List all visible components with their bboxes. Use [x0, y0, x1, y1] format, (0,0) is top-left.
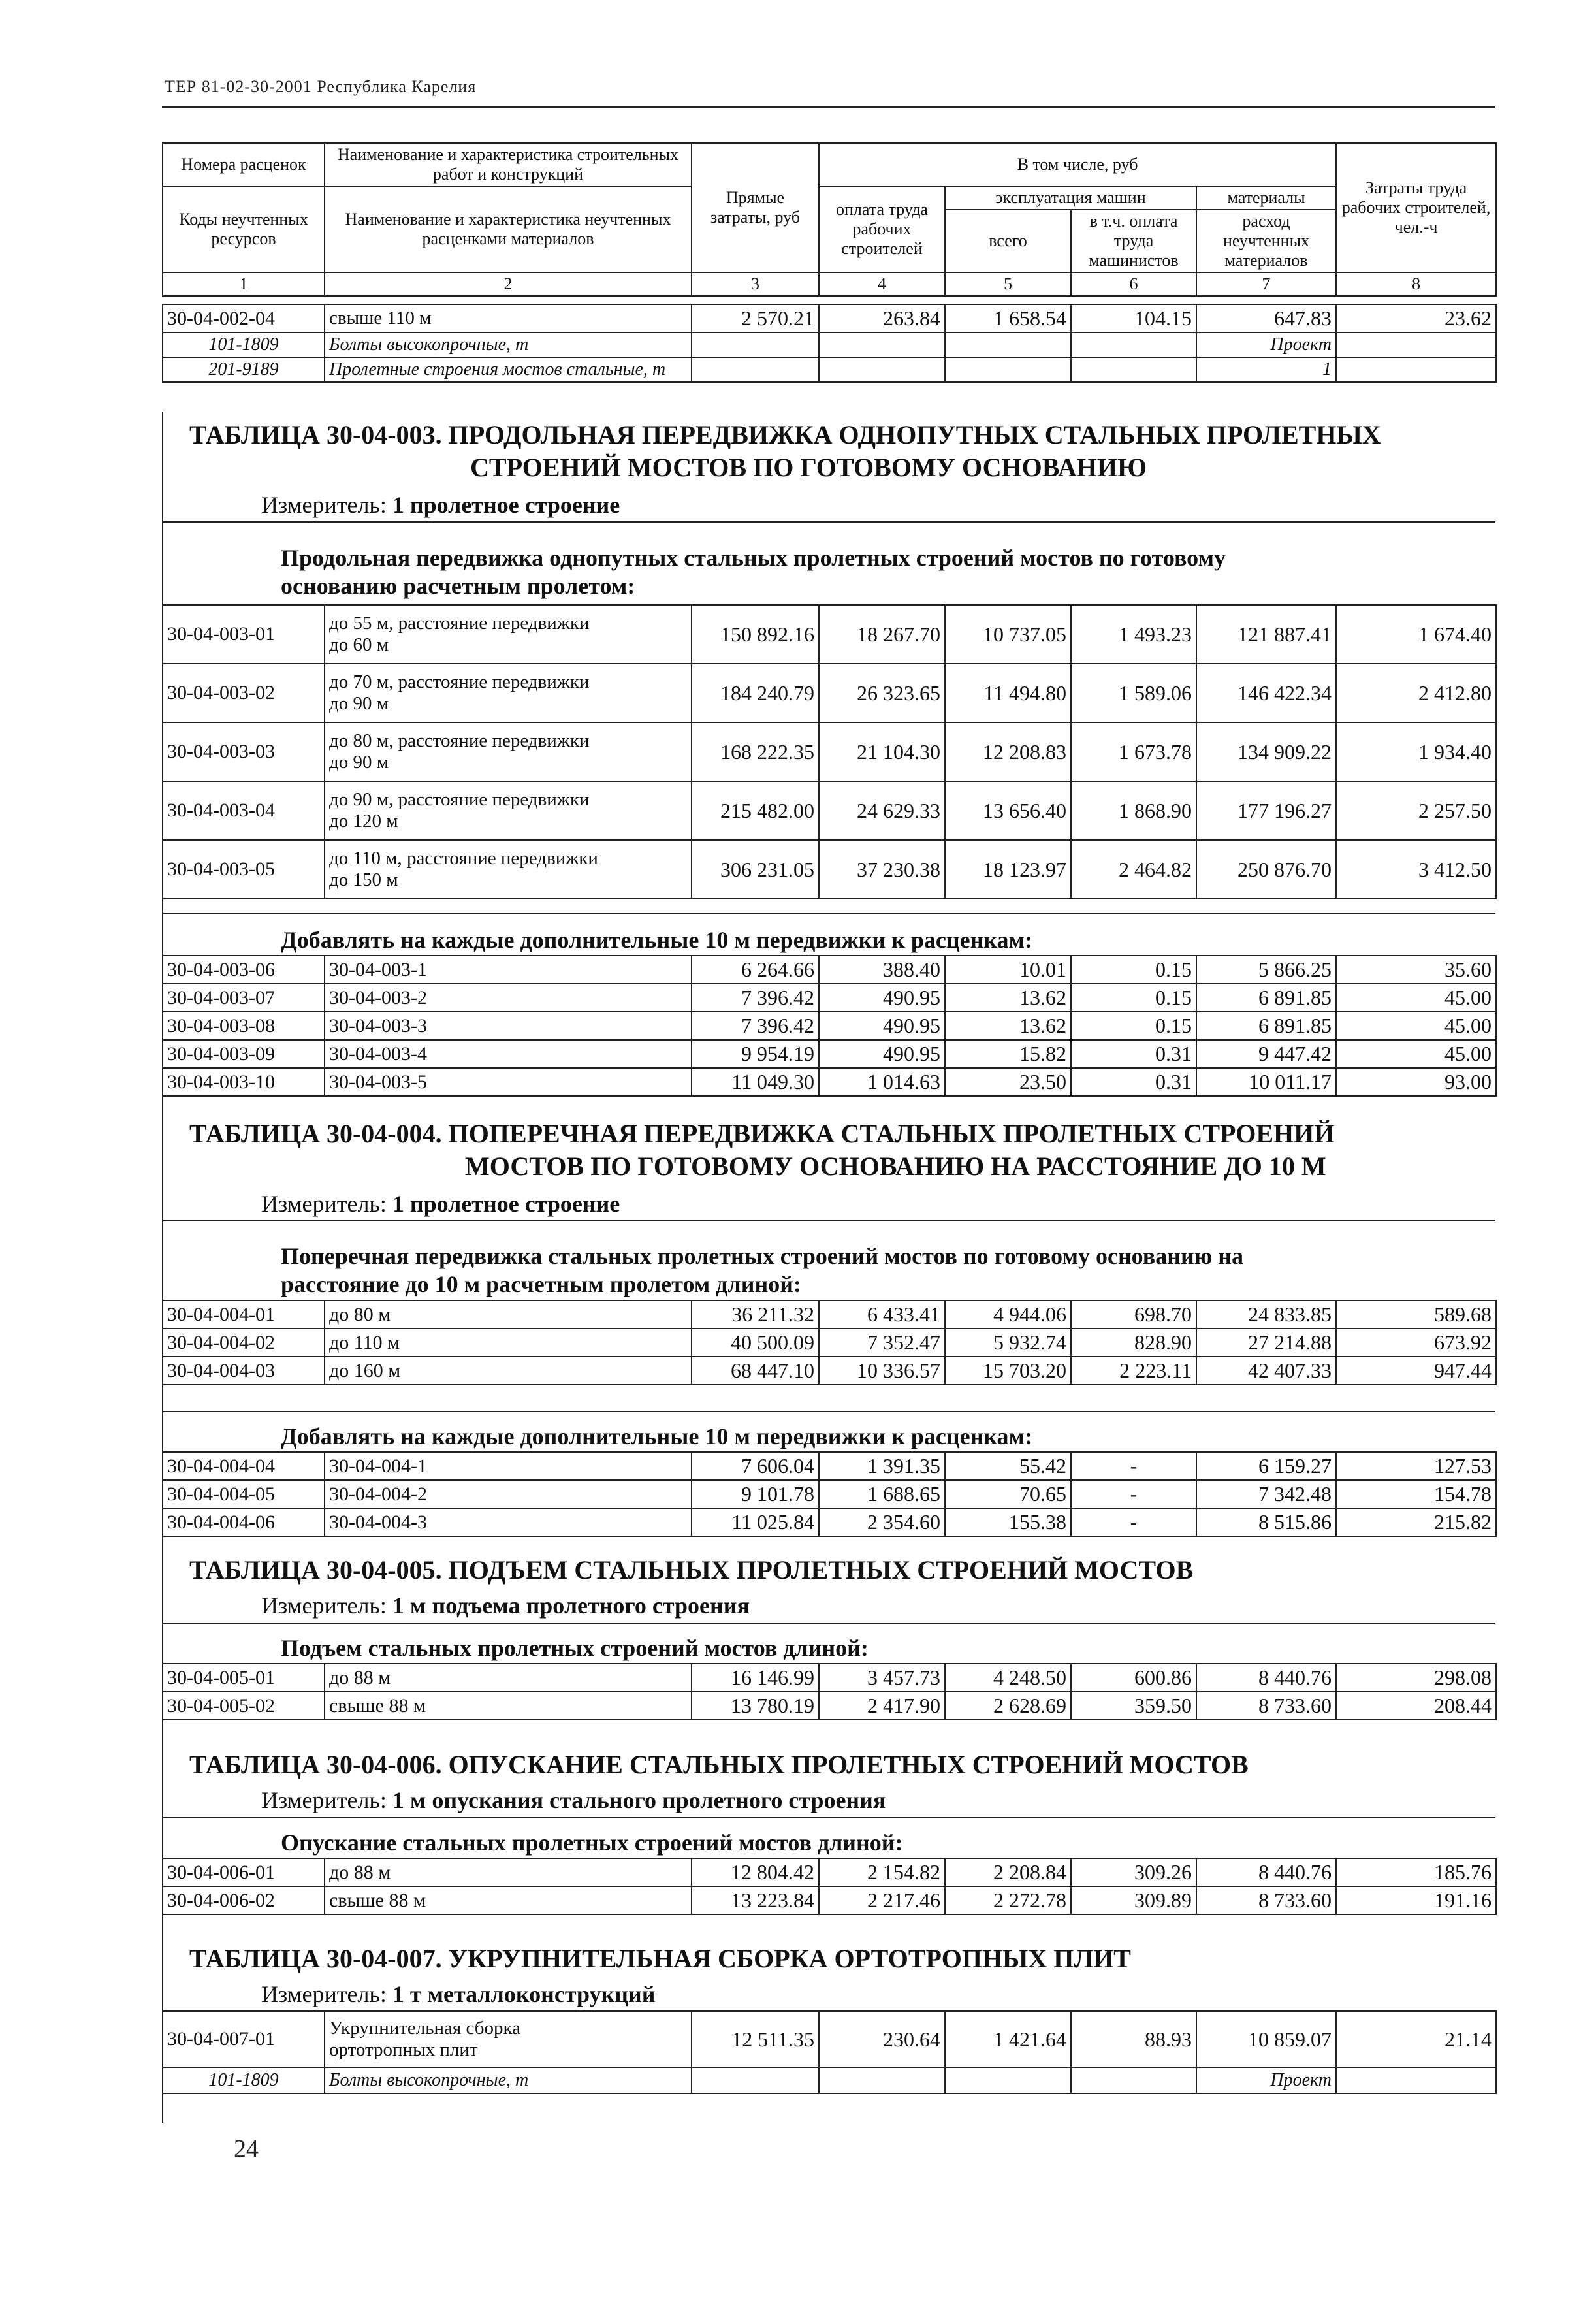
header-codes-top: Номера расценок: [163, 143, 325, 186]
header-names-top: Наименование и характеристика строительных работ и конструкций: [325, 143, 692, 186]
value-cell: 10 011.17: [1196, 1068, 1336, 1096]
table-006-title: ТАБЛИЦА 30-04-006. ОПУСКАНИЕ СТАЛЬНЫХ ПРОЛЕТНЫХ СТРОЕНИЙ МОСТОВ: [189, 1750, 1249, 1779]
table-003-subhead-line2: основанию расчетным пролетом:: [281, 573, 635, 599]
header-names-bottom: Наименование и характеристика неучтенных расценками материалов: [325, 186, 692, 272]
table-row: [163, 605, 1496, 664]
value-cell: 5 866.25: [1196, 956, 1336, 984]
value-cell: 134 909.22: [1196, 722, 1336, 781]
value-cell: 127.53: [1336, 1452, 1496, 1480]
table-row: [163, 1692, 1496, 1720]
rate-name: до 110 м: [325, 1329, 692, 1357]
rate-name: до 80 м: [325, 1300, 692, 1329]
value-cell: 8 440.76: [1196, 1664, 1336, 1692]
table-004-title-line1: ТАБЛИЦА 30-04-004. ПОПЕРЕЧНАЯ ПЕРЕДВИЖКА СТАЛЬНЫХ ПРОЛЕТНЫХ СТРОЕНИЙ: [189, 1119, 1335, 1148]
resource-value: Проект: [1196, 332, 1336, 357]
value-cell: 1 868.90: [1071, 781, 1196, 840]
meter-value: 1 пролетное строение: [392, 1191, 620, 1217]
resource-name: Болты высокопрочные, т: [325, 2067, 692, 2093]
table-005-subhead: Подъем стальных пролетных строений мостов длиной:: [281, 1635, 869, 1661]
value-cell: 5 932.74: [945, 1329, 1071, 1357]
value-cell: 10 859.07: [1196, 2011, 1336, 2067]
resource-code: 101-1809: [163, 332, 325, 357]
table-row: [163, 1508, 1496, 1536]
value-cell: -: [1071, 1452, 1196, 1480]
value-cell: 1 674.40: [1336, 605, 1496, 664]
rate-name: до 88 м: [325, 1858, 692, 1886]
header-labor-cost: Затраты труда рабочих строителей, чел.-ч: [1336, 143, 1496, 272]
table-007: [162, 2010, 1497, 2094]
value-cell: 3 412.50: [1336, 840, 1496, 899]
value-cell: 155.38: [945, 1508, 1071, 1536]
value-cell: 177 196.27: [1196, 781, 1336, 840]
page-number: 24: [234, 2135, 259, 2163]
rate-name: 30-04-004-2: [325, 1480, 692, 1508]
value-cell: 8 733.60: [1196, 1692, 1336, 1720]
value-cell: 185.76: [1336, 1858, 1496, 1886]
value-cell: 104.15: [1071, 304, 1196, 332]
rule: [162, 1411, 1495, 1412]
value-cell: 11 049.30: [692, 1068, 819, 1096]
value-cell: 2 464.82: [1071, 840, 1196, 899]
rate-code: 30-04-003-02: [163, 664, 325, 722]
table-003-meter: [261, 491, 620, 519]
rate-code: 30-04-003-05: [163, 840, 325, 899]
value-cell: 1 658.54: [945, 304, 1071, 332]
table-005-title: ТАБЛИЦА 30-04-005. ПОДЪЕМ СТАЛЬНЫХ ПРОЛЕТНЫХ СТРОЕНИЙ МОСТОВ: [189, 1555, 1194, 1585]
rate-name: до 90 м, расстояние передвижки до 120 м: [325, 781, 692, 840]
resource-name: Пролетные строения мостов стальные, т: [325, 357, 692, 382]
value-cell: 154.78: [1336, 1480, 1496, 1508]
table-row: [163, 1329, 1496, 1357]
column-number: 8: [1336, 272, 1496, 296]
rate-name: Укрупнительная сборка ортотропных плит: [325, 2011, 692, 2067]
value-cell: 4 944.06: [945, 1300, 1071, 1329]
value-cell: -: [1071, 1508, 1196, 1536]
value-cell: 309.26: [1071, 1858, 1196, 1886]
value-cell: 2 217.46: [819, 1886, 945, 1914]
value-cell: 23.62: [1336, 304, 1496, 332]
value-cell: 55.42: [945, 1452, 1071, 1480]
value-cell: 1 934.40: [1336, 722, 1496, 781]
meter-label: Измеритель:: [261, 1981, 387, 2007]
value-cell: 7 352.47: [819, 1329, 945, 1357]
value-cell: 13 656.40: [945, 781, 1071, 840]
rate-code: 30-04-004-06: [163, 1508, 325, 1536]
table-004-subhead-line2: расстояние до 10 м расчетным пролетом длиной:: [281, 1271, 801, 1297]
value-cell: 8 515.86: [1196, 1508, 1336, 1536]
value-cell: 490.95: [819, 1040, 945, 1068]
value-cell: 8 733.60: [1196, 1886, 1336, 1914]
value-cell: 45.00: [1336, 1012, 1496, 1040]
value-cell: 3 457.73: [819, 1664, 945, 1692]
value-cell: 70.65: [945, 1480, 1071, 1508]
value-cell: 13.62: [945, 984, 1071, 1012]
column-number: 6: [1071, 272, 1196, 296]
value-cell: 36 211.32: [692, 1300, 819, 1329]
value-cell: 2 570.21: [692, 304, 819, 332]
table-003-subhead-line1: Продольная передвижка однопутных стальных пролетных строений мостов по готовому: [281, 545, 1226, 571]
value-cell: 7 342.48: [1196, 1480, 1336, 1508]
value-cell: 1 589.06: [1071, 664, 1196, 722]
value-cell: 306 231.05: [692, 840, 819, 899]
rate-name: свыше 88 м: [325, 1692, 692, 1720]
table-row: [163, 1357, 1496, 1385]
value-cell: 93.00: [1336, 1068, 1496, 1096]
value-cell: 21 104.30: [819, 722, 945, 781]
value-cell: 0.15: [1071, 956, 1196, 984]
resource-value: Проект: [1196, 2067, 1336, 2093]
rate-name: 30-04-003-5: [325, 1068, 692, 1096]
value-cell: 45.00: [1336, 1040, 1496, 1068]
value-cell: 2 208.84: [945, 1858, 1071, 1886]
value-cell: 15 703.20: [945, 1357, 1071, 1385]
table-007-meter: [261, 1980, 656, 2008]
value-cell: 2 628.69: [945, 1692, 1071, 1720]
value-cell: 21.14: [1336, 2011, 1496, 2067]
value-cell: 298.08: [1336, 1664, 1496, 1692]
value-cell: 215.82: [1336, 1508, 1496, 1536]
value-cell: 18 267.70: [819, 605, 945, 664]
value-cell: 250 876.70: [1196, 840, 1336, 899]
table-004-subhead-line1: Поперечная передвижка стальных пролетных строений мостов по готовому основанию на: [281, 1243, 1243, 1269]
value-cell: 1 688.65: [819, 1480, 945, 1508]
value-cell: 6 159.27: [1196, 1452, 1336, 1480]
table-row: [163, 1452, 1496, 1480]
resource-row: [163, 357, 1496, 382]
header-materials-sub: расход неучтенных материалов: [1196, 210, 1336, 272]
value-cell: 16 146.99: [692, 1664, 819, 1692]
value-cell: 184 240.79: [692, 664, 819, 722]
rate-name: до 80 м, расстояние передвижки до 90 м: [325, 722, 692, 781]
table-row: [163, 1040, 1496, 1068]
value-cell: 490.95: [819, 984, 945, 1012]
table-006-subhead: Опускание стальных пролетных строений мостов длиной:: [281, 1830, 903, 1856]
value-cell: 647.83: [1196, 304, 1336, 332]
rule: [162, 1220, 1495, 1221]
rate-code: 30-04-003-01: [163, 605, 325, 664]
value-cell: 8 440.76: [1196, 1858, 1336, 1886]
value-cell: 150 892.16: [692, 605, 819, 664]
value-cell: 12 208.83: [945, 722, 1071, 781]
table-006: [162, 1858, 1497, 1915]
value-cell: 263.84: [819, 304, 945, 332]
rate-name: 30-04-003-4: [325, 1040, 692, 1068]
table-004-main: [162, 1300, 1497, 1385]
rule: [162, 1623, 1495, 1624]
value-cell: 309.89: [1071, 1886, 1196, 1914]
table-row: [163, 1068, 1496, 1096]
top-rate-table: [162, 304, 1497, 383]
rate-code: 30-04-006-01: [163, 1858, 325, 1886]
column-number: 2: [325, 272, 692, 296]
value-cell: 2 154.82: [819, 1858, 945, 1886]
value-cell: 2 223.11: [1071, 1357, 1196, 1385]
resource-row: [163, 2067, 1496, 2093]
value-cell: 121 887.41: [1196, 605, 1336, 664]
value-cell: 0.31: [1071, 1068, 1196, 1096]
table-row: [163, 2011, 1496, 2067]
value-cell: 11 025.84: [692, 1508, 819, 1536]
table-003-add: [162, 955, 1497, 1097]
value-cell: 230.64: [819, 2011, 945, 2067]
value-cell: 24 629.33: [819, 781, 945, 840]
value-cell: 7 396.42: [692, 1012, 819, 1040]
value-cell: 490.95: [819, 1012, 945, 1040]
header-machines-all: всего: [945, 210, 1071, 272]
value-cell: 359.50: [1071, 1692, 1196, 1720]
meter-label: Измеритель:: [261, 1191, 387, 1217]
table-004-meter: [261, 1190, 620, 1218]
value-cell: 2 272.78: [945, 1886, 1071, 1914]
value-cell: 0.15: [1071, 1012, 1196, 1040]
value-cell: 2 412.80: [1336, 664, 1496, 722]
value-cell: 2 354.60: [819, 1508, 945, 1536]
rate-name: до 88 м: [325, 1664, 692, 1692]
table-003-main: [162, 604, 1497, 899]
value-cell: 589.68: [1336, 1300, 1496, 1329]
table-row: [163, 1012, 1496, 1040]
value-cell: 1 421.64: [945, 2011, 1071, 2067]
table-003-title-line2: СТРОЕНИЙ МОСТОВ ПО ГОТОВОМУ ОСНОВАНИЮ: [470, 453, 1147, 482]
value-cell: 388.40: [819, 956, 945, 984]
value-cell: 42 407.33: [1196, 1357, 1336, 1385]
resource-value: 1: [1196, 357, 1336, 382]
table-003-title-line1: ТАБЛИЦА 30-04-003. ПРОДОЛЬНАЯ ПЕРЕДВИЖКА ОДНОПУТНЫХ СТАЛЬНЫХ ПРОЛЕТНЫХ: [189, 420, 1381, 449]
meter-value: 1 м подъема пролетного строения: [392, 1592, 750, 1619]
value-cell: 24 833.85: [1196, 1300, 1336, 1329]
rate-code: 30-04-004-05: [163, 1480, 325, 1508]
header-machines: эксплуатация машин: [945, 186, 1196, 210]
table-row: [163, 304, 1496, 332]
value-cell: 6 264.66: [692, 956, 819, 984]
table-005: [162, 1663, 1497, 1720]
table-row: [163, 1858, 1496, 1886]
value-cell: 673.92: [1336, 1329, 1496, 1357]
value-cell: 1 391.35: [819, 1452, 945, 1480]
value-cell: 10.01: [945, 956, 1071, 984]
rate-name: 30-04-003-1: [325, 956, 692, 984]
meter-label: Измеритель:: [261, 492, 387, 518]
value-cell: 40 500.09: [692, 1329, 819, 1357]
table-row: [163, 1664, 1496, 1692]
value-cell: 1 673.78: [1071, 722, 1196, 781]
rate-code: 30-04-004-02: [163, 1329, 325, 1357]
table-005-meter: [261, 1592, 750, 1619]
value-cell: 6 891.85: [1196, 1012, 1336, 1040]
value-cell: 13.62: [945, 1012, 1071, 1040]
table-row: [163, 1300, 1496, 1329]
table-row: [163, 840, 1496, 899]
header-direct-costs: Прямые затраты, руб: [692, 143, 819, 272]
value-cell: 2 417.90: [819, 1692, 945, 1720]
table-004-add-head: Добавлять на каждые дополнительные 10 м передвижки к расценкам:: [281, 1423, 1033, 1449]
value-cell: 45.00: [1336, 984, 1496, 1012]
table-row: [163, 984, 1496, 1012]
value-cell: 0.31: [1071, 1040, 1196, 1068]
value-cell: 12 511.35: [692, 2011, 819, 2067]
meter-label: Измеритель:: [261, 1787, 387, 1813]
rate-code: 30-04-003-06: [163, 956, 325, 984]
value-cell: 9 954.19: [692, 1040, 819, 1068]
rate-code: 30-04-002-04: [163, 304, 325, 332]
rate-name: 30-04-004-1: [325, 1452, 692, 1480]
value-cell: 1 014.63: [819, 1068, 945, 1096]
rate-code: 30-04-007-01: [163, 2011, 325, 2067]
value-cell: 828.90: [1071, 1329, 1196, 1357]
column-number: 5: [945, 272, 1071, 296]
meter-value: 1 м опускания стального пролетного строения: [392, 1787, 886, 1813]
resource-code: 101-1809: [163, 2067, 325, 2093]
table-row: [163, 956, 1496, 984]
table-003-add-head: Добавлять на каждые дополнительные 10 м передвижки к расценкам:: [281, 927, 1033, 953]
rule: [162, 521, 1495, 523]
value-cell: 27 214.88: [1196, 1329, 1336, 1357]
rate-name: до 110 м, расстояние передвижки до 150 м: [325, 840, 692, 899]
table-row: [163, 722, 1496, 781]
value-cell: 13 223.84: [692, 1886, 819, 1914]
rate-name: 30-04-003-2: [325, 984, 692, 1012]
rate-name: 30-04-004-3: [325, 1508, 692, 1536]
value-cell: 6 891.85: [1196, 984, 1336, 1012]
resource-code: 201-9189: [163, 357, 325, 382]
rule: [162, 1817, 1495, 1818]
value-cell: 4 248.50: [945, 1664, 1071, 1692]
value-cell: 7 606.04: [692, 1452, 819, 1480]
rate-name: до 70 м, расстояние передвижки до 90 м: [325, 664, 692, 722]
value-cell: 13 780.19: [692, 1692, 819, 1720]
rule: [162, 913, 1495, 914]
value-cell: 7 396.42: [692, 984, 819, 1012]
value-cell: 18 123.97: [945, 840, 1071, 899]
table-row: [163, 1480, 1496, 1508]
rate-code: 30-04-006-02: [163, 1886, 325, 1914]
resource-name: Болты высокопрочные, т: [325, 332, 692, 357]
value-cell: 9 447.42: [1196, 1040, 1336, 1068]
resource-row: [163, 332, 1496, 357]
value-cell: 215 482.00: [692, 781, 819, 840]
value-cell: 10 336.57: [819, 1357, 945, 1385]
value-cell: 168 222.35: [692, 722, 819, 781]
rate-code: 30-04-005-01: [163, 1664, 325, 1692]
table-004-title-line2: МОСТОВ ПО ГОТОВОМУ ОСНОВАНИЮ НА РАССТОЯНИЕ ДО 10 М: [465, 1152, 1326, 1181]
value-cell: 6 433.41: [819, 1300, 945, 1329]
meter-label: Измеритель:: [261, 1592, 387, 1619]
table-row: [163, 664, 1496, 722]
header-machines-labor: в т.ч. оплата труда машинистов: [1071, 210, 1196, 272]
rate-code: 30-04-004-01: [163, 1300, 325, 1329]
table-row: [163, 1886, 1496, 1914]
rate-code: 30-04-004-04: [163, 1452, 325, 1480]
rate-name: 30-04-003-3: [325, 1012, 692, 1040]
column-number: 4: [819, 272, 945, 296]
rate-name: свыше 88 м: [325, 1886, 692, 1914]
value-cell: 1 493.23: [1071, 605, 1196, 664]
header-labor: оплата труда рабочих строителей: [819, 186, 945, 272]
rate-name: до 55 м, расстояние передвижки до 60 м: [325, 605, 692, 664]
table-007-title: ТАБЛИЦА 30-04-007. УКРУПНИТЕЛЬНАЯ СБОРКА ОРТОТРОПНЫХ ПЛИТ: [189, 1944, 1131, 1973]
column-header-table: [162, 142, 1497, 297]
rate-code: 30-04-003-03: [163, 722, 325, 781]
value-cell: 0.15: [1071, 984, 1196, 1012]
document-header: ТЕР 81-02-30-2001 Республика Карелия: [165, 77, 477, 96]
table-row: [163, 781, 1496, 840]
value-cell: 15.82: [945, 1040, 1071, 1068]
rate-code: 30-04-003-07: [163, 984, 325, 1012]
value-cell: 146 422.34: [1196, 664, 1336, 722]
rate-code: 30-04-003-10: [163, 1068, 325, 1096]
value-cell: 23.50: [945, 1068, 1071, 1096]
value-cell: 12 804.42: [692, 1858, 819, 1886]
value-cell: 68 447.10: [692, 1357, 819, 1385]
rate-code: 30-04-003-09: [163, 1040, 325, 1068]
column-number: 7: [1196, 272, 1336, 296]
rate-code: 30-04-003-04: [163, 781, 325, 840]
header-codes-bottom: Коды неучтенных ресурсов: [163, 186, 325, 272]
header-materials: материалы: [1196, 186, 1336, 210]
rate-name: до 160 м: [325, 1357, 692, 1385]
value-cell: 37 230.38: [819, 840, 945, 899]
value-cell: 2 257.50: [1336, 781, 1496, 840]
value-cell: 88.93: [1071, 2011, 1196, 2067]
rate-code: 30-04-003-08: [163, 1012, 325, 1040]
value-cell: 191.16: [1336, 1886, 1496, 1914]
value-cell: -: [1071, 1480, 1196, 1508]
rate-code: 30-04-004-03: [163, 1357, 325, 1385]
table-004-add: [162, 1451, 1497, 1537]
value-cell: 35.60: [1336, 956, 1496, 984]
meter-value: 1 пролетное строение: [392, 492, 620, 518]
column-number: 1: [163, 272, 325, 296]
meter-value: 1 т металлоконструкций: [392, 1981, 656, 2007]
rate-name: свыше 110 м: [325, 304, 692, 332]
value-cell: 26 323.65: [819, 664, 945, 722]
value-cell: 947.44: [1336, 1357, 1496, 1385]
rate-code: 30-04-005-02: [163, 1692, 325, 1720]
table-006-meter: [261, 1786, 886, 1814]
value-cell: 698.70: [1071, 1300, 1196, 1329]
value-cell: 9 101.78: [692, 1480, 819, 1508]
value-cell: 208.44: [1336, 1692, 1496, 1720]
header-rule: [162, 106, 1495, 108]
value-cell: 600.86: [1071, 1664, 1196, 1692]
value-cell: 10 737.05: [945, 605, 1071, 664]
header-in-total: В том числе, руб: [819, 143, 1336, 186]
value-cell: 11 494.80: [945, 664, 1071, 722]
column-number: 3: [692, 272, 819, 296]
